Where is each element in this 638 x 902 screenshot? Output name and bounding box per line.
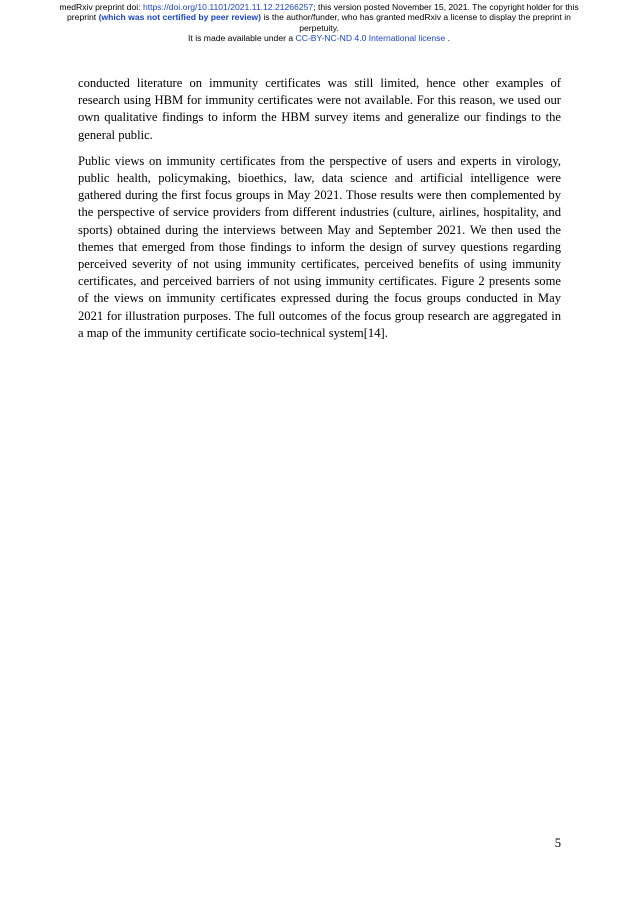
peer-review-note: (which was not certified by peer review) bbox=[98, 12, 261, 23]
header-posted-note: ; this version posted November 15, 2021. The copyright holder for this bbox=[313, 2, 579, 12]
page-number: 5 bbox=[554, 836, 561, 850]
paragraph-1: conducted literature on immunity certificates was still limited, hence other examples of research using HBM for immunity certificates were not available. For this reason, we used our own qualitative findings to inform the HBM survey items and generalize our findings to the general public. bbox=[78, 76, 561, 142]
header-line-4 bbox=[0, 33, 638, 43]
preprint-header bbox=[0, 2, 638, 44]
header-license-note: is the author/funder, who has granted medRxiv a license to display the preprint in bbox=[260, 12, 571, 23]
doi-link[interactable]: https://doi.org/10.1101/2021.11.12.21266257 bbox=[142, 2, 314, 12]
header-period: . bbox=[445, 33, 450, 44]
header-preprint-word: preprint bbox=[67, 12, 99, 23]
header-available-note: It is made available under a bbox=[188, 33, 296, 44]
header-line-1 bbox=[0, 2, 638, 12]
header-doi-prefix: medRxiv preprint doi: bbox=[59, 2, 143, 12]
body-text bbox=[78, 75, 561, 351]
header-line-3: perpetuity. bbox=[299, 22, 339, 33]
license-link[interactable]: CC-BY-NC-ND 4.0 International license bbox=[295, 33, 446, 44]
header-line-2 bbox=[0, 12, 638, 22]
paragraph-2: Public views on immunity certificates from the perspective of users and experts in virology, public health, policymaking, bioethics, law, data science and artificial intelligence were gathered during the first focus groups in May 2021. Those results were then complemented by the perspective of service providers from different industries (culture, airlines, hospitality, and sports) obtained during the interviews between May and September 2021. We then used the themes that emerged from those findings to inform the design of survey questions regarding perceived severity of not using immunity certificates, perceived benefits of using immunity certificates, and perceived barriers of not using immunity certificates. Figure 2 presents some of the views on immunity certificates expressed during the focus groups conducted in May 2021 for illustration purposes. The full outcomes of the focus group research are aggregated in a map of the immunity certificate socio-technical system[14]. bbox=[78, 153, 561, 340]
